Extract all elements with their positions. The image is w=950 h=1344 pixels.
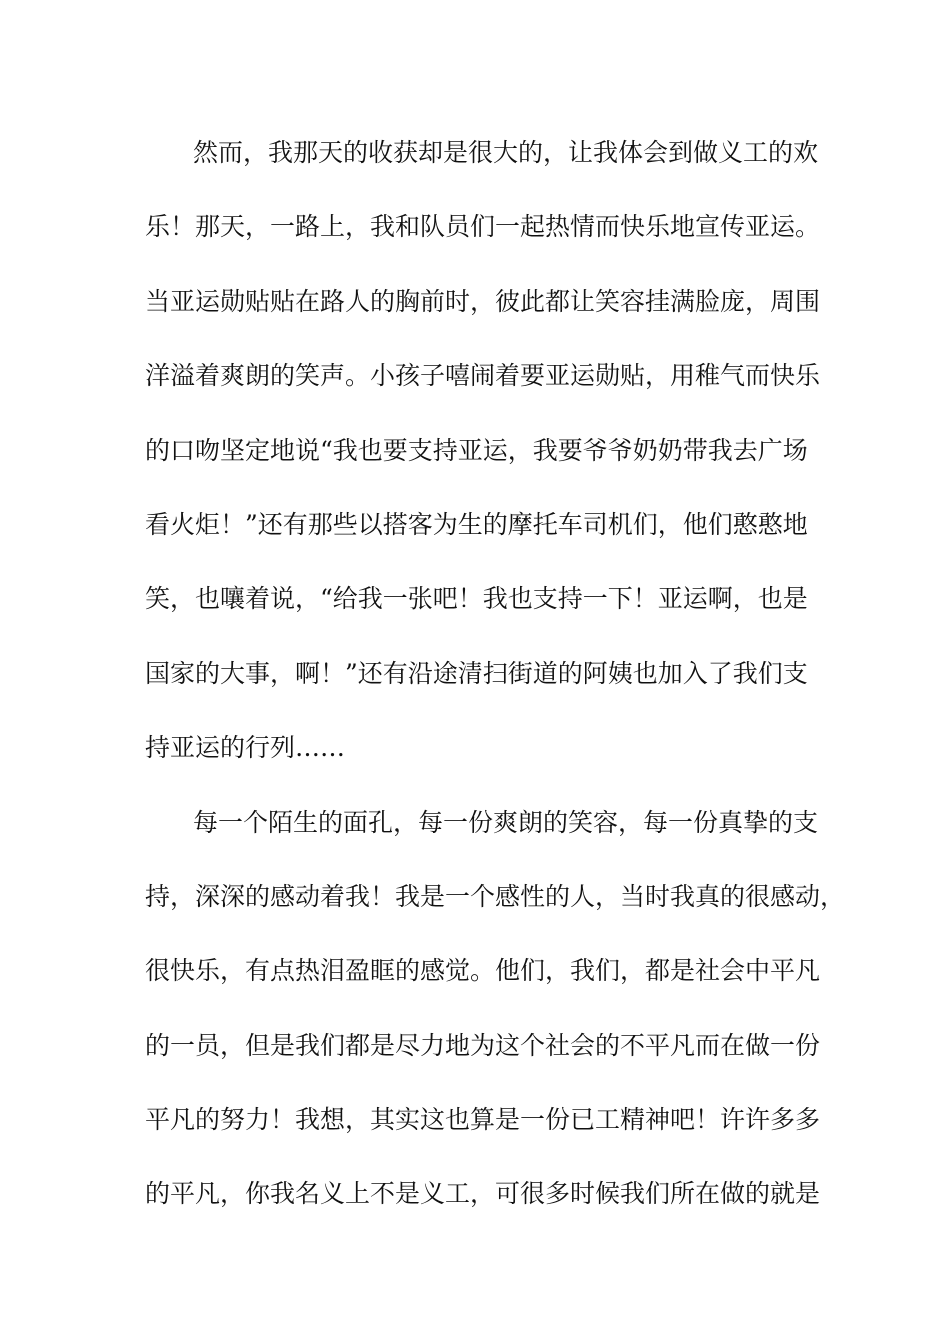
paragraph-line: 持，深深的感动着我！我是一个感性的人，当时我真的很感动， <box>145 881 846 911</box>
paragraph-line: 的平凡，你我名义上不是义工，可很多时候我们所在做的就是 <box>145 1179 821 1209</box>
paragraph-line: 很快乐，有点热泪盈眶的感觉。他们，我们，都是社会中平凡 <box>145 956 821 986</box>
paragraph-2 <box>145 798 846 1244</box>
paragraph-line: 每一个陌生的面孔，每一份爽朗的笑容，每一份真挚的支 <box>193 807 819 837</box>
paragraph-line: 当亚运勋贴贴在路人的胸前时，彼此都让笑容挂满脸庞，周围 <box>145 286 821 316</box>
paragraph-line: 持亚运的行列…… <box>145 733 346 763</box>
paragraph-line: 的一员，但是我们都是尽力地为这个社会的不平凡而在做一份 <box>145 1030 821 1060</box>
paragraph-line: 的口吻坚定地说“我也要支持亚运，我要爷爷奶奶带我去广场 <box>145 435 808 465</box>
paragraph-line: 笑，也嚷着说，“给我一张吧！我也支持一下！亚运啊，也是 <box>145 584 808 614</box>
document-body <box>145 128 846 1244</box>
paragraph-line: 看火炬！”还有那些以搭客为生的摩托车司机们，他们憨憨地 <box>145 509 808 539</box>
paragraph-line: 国家的大事，啊！”还有沿途清扫街道的阿姨也加入了我们支 <box>145 658 808 688</box>
paragraph-line: 平凡的努力！我想，其实这也算是一份已工精神吧！许许多多 <box>145 1105 821 1135</box>
paragraph-line: 洋溢着爽朗的笑声。小孩子嘻闹着要亚运勋贴，用稚气而快乐 <box>145 361 821 391</box>
paragraph-1 <box>145 128 825 798</box>
paragraph-line: 乐！那天，一路上，我和队员们一起热情而快乐地宣传亚运。 <box>145 212 821 242</box>
paragraph-line: 然而，我那天的收获却是很大的，让我体会到做义工的欢 <box>193 138 819 167</box>
